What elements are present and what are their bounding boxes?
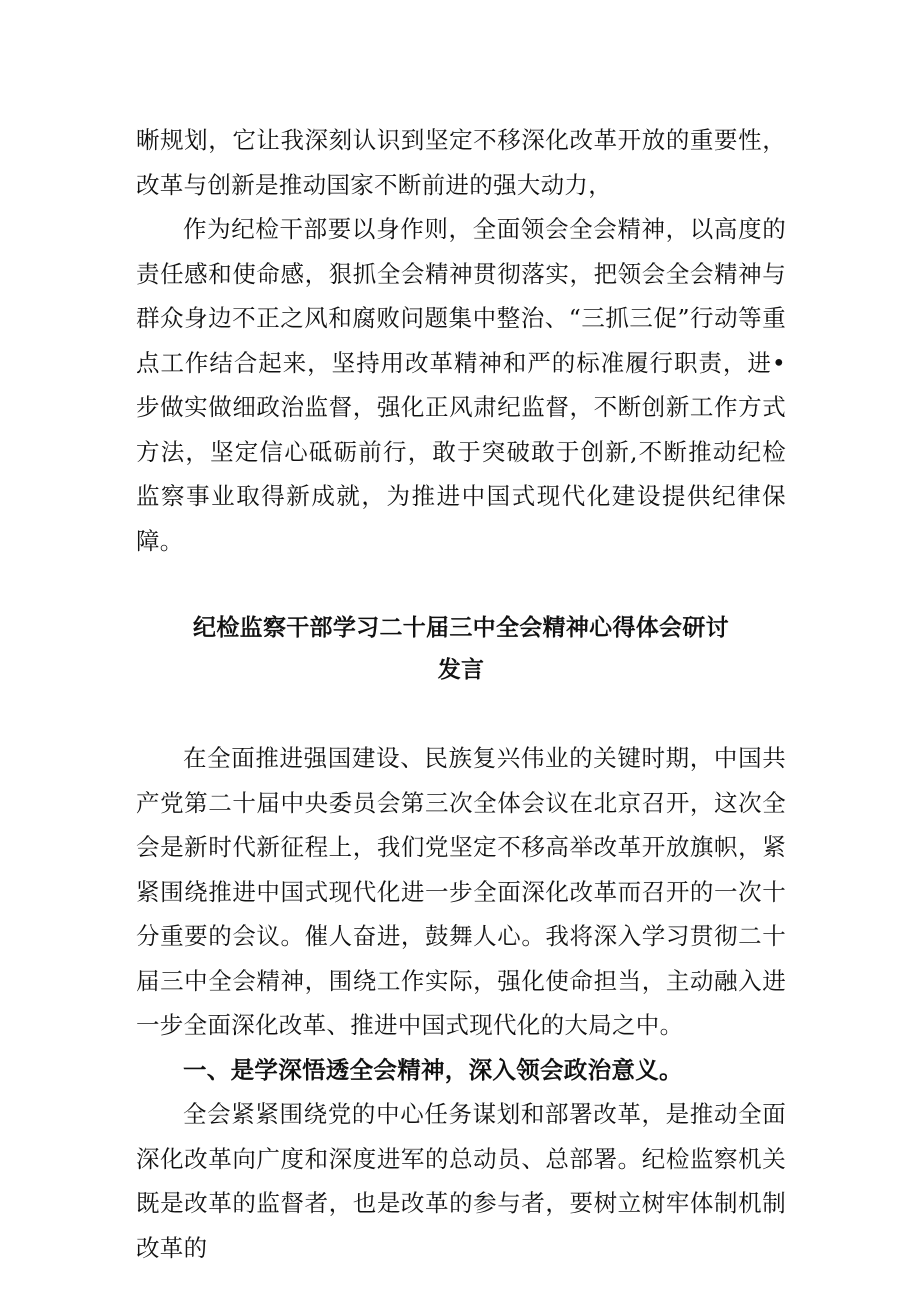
paragraph-intro: 在全面推进强国建设、民族复兴伟业的关键时期，中国共产党第二十届中央委员会第三次全体会议在北京召开，这次全会是新时代新征程上，我们党坚定不移高举改革开放旗帜，紧紧围绕推进中国式现代化进一步全面深化改革而召开的一次十分重要的会议。催人奋进，鼓舞人心。我将深入学习贯彻二十届三中全会精神，围绕工作实际，强化使命担当，主动融入进一步全面深化改革、推进中国式现代化的大局之中。 [136, 744, 786, 1039]
paragraph-continued: 晰规划，它让我深刻认识到坚定不移深化改革开放的重要性，改革与创新是推动国家不断前进的强大动力， [136, 126, 786, 199]
paragraph-1: 全会紧紧围绕党的中心任务谋划和部署改革，是推动全面深化改革向广度和深度进军的总动员、总部署。纪检监察机关既是改革的监督者，也是改革的参与者，要树立树牢体制机制改革的 [136, 1100, 786, 1262]
section-title-line-2: 发言 [437, 657, 485, 683]
paragraph-duty: 作为纪检干部要以身作则，全面领会全会精神，以高度的责任感和使命感，狠抓全会精神贯彻落实，把领会全会精神与群众身边不正之风和腐败问题集中整治、“三抓三促”行动等重点工作结合起来，坚持用改革精神和严的标准履行职责，进•步做实做细政治监督，强化正风肃纪监督，不断创新工作方式方法，坚定信心砥砺前行，敢于突破敢于创新,不断推动纪检监察事业取得新成就，为推进中国式现代化建设提供纪律保障。 [136, 215, 786, 555]
document-body [136, 118, 786, 1270]
section-title [136, 607, 786, 691]
spacer [136, 691, 786, 736]
subheading-1: 一、是学深悟透全会精神，深入领会政治意义。 [183, 1055, 683, 1084]
section-title-line-1: 纪检监察干部学习二十届三中全会精神心得体会研讨 [193, 615, 729, 641]
